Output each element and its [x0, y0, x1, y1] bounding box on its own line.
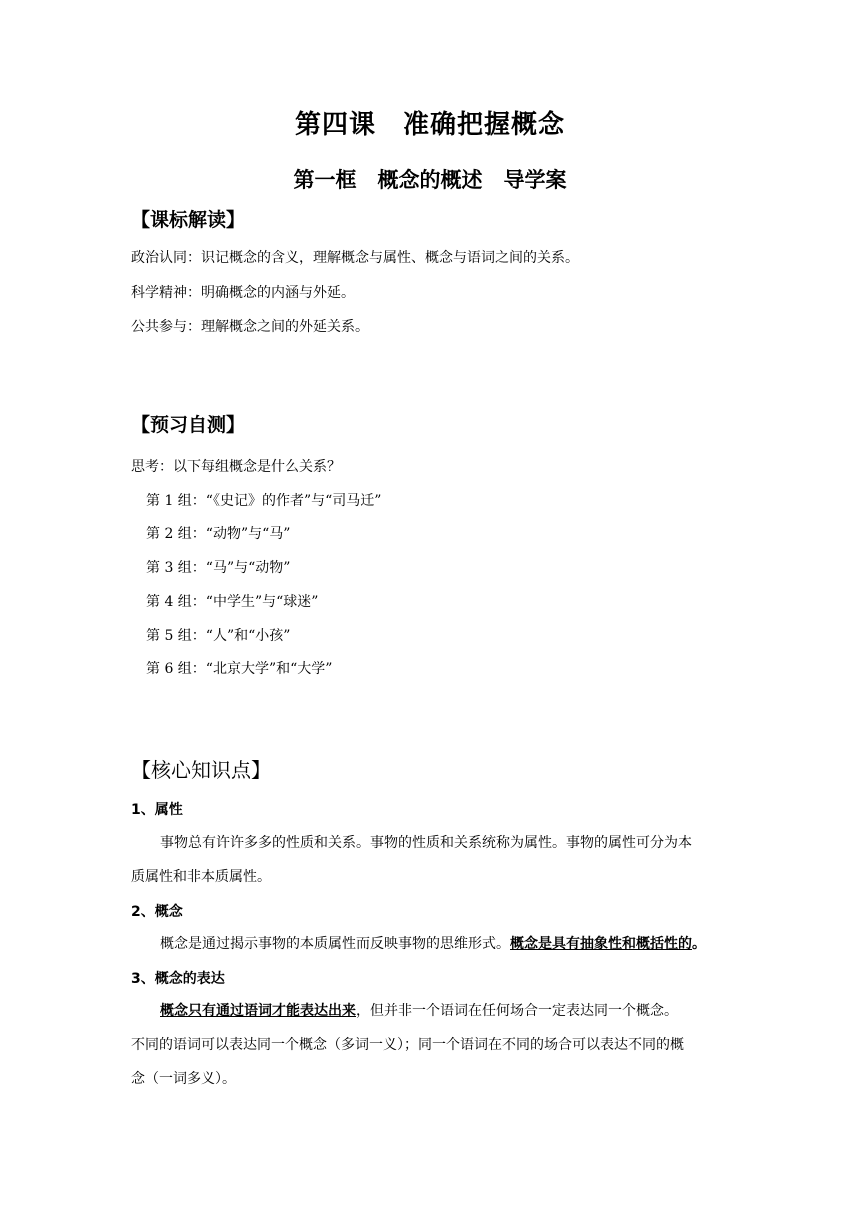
curriculum-line: 公共参与：理解概念之间的外延关系。: [131, 319, 369, 335]
curriculum-heading: 【课标解读】: [131, 209, 246, 231]
core-item-text: 质属性和非本质属性。: [131, 869, 271, 885]
core-text-emphasis: 概念只有通过语词才能表达出来: [160, 1003, 356, 1019]
preview-question: 思考：以下每组概念是什么关系？: [131, 459, 341, 475]
core-text-end: 。: [692, 936, 706, 952]
lesson-title: 第四课 准确把握概念: [294, 110, 565, 140]
core-text-plain: 概念是通过揭示事物的本质属性而反映事物的思维形式。: [160, 936, 510, 952]
lesson-subtitle: 第一框 概念的概述 导学案: [293, 168, 567, 192]
preview-group: 第 6 组：“北京大学”和“大学”: [146, 661, 333, 677]
curriculum-line: 科学精神：明确概念的内涵与外延。: [131, 285, 355, 301]
preview-group: 第 3 组：“马”与“动物”: [146, 560, 291, 576]
preview-group: 第 5 组：“人”和“小孩”: [146, 628, 291, 644]
core-item-text: 事物总有许许多多的性质和关系。事物的性质和关系统称为属性。事物的属性可分为本: [160, 835, 692, 851]
preview-heading: 【预习自测】: [131, 414, 246, 436]
core-item-text: 不同的语词可以表达同一个概念（多词一义）；同一个语词在不同的场合可以表达不同的概: [131, 1037, 684, 1053]
core-heading: 【核心知识点】: [131, 758, 271, 782]
core-item-text: [160, 994, 678, 1028]
preview-group: 第 2 组：“动物”与“马”: [146, 526, 291, 542]
core-item-text: [160, 927, 706, 961]
core-item-title: 3、概念的表达: [131, 971, 225, 987]
curriculum-line: 政治认同：识记概念的含义，理解概念与属性、概念与语词之间的关系。: [131, 250, 579, 266]
core-text-plain: ，但并非一个语词在任何场合一定表达同一个概念。: [356, 1003, 678, 1019]
core-item-title: 2、概念: [131, 904, 183, 920]
core-item-text: 念（一词多义）。: [131, 1071, 236, 1087]
core-item-title: 1、属性: [131, 802, 183, 818]
preview-group: 第 4 组：“中学生”与“球迷”: [146, 594, 319, 610]
core-text-emphasis: 概念是具有抽象性和概括性的: [510, 936, 692, 952]
preview-group: 第 1 组：“《史记》的作者”与“司马迁”: [146, 493, 382, 509]
